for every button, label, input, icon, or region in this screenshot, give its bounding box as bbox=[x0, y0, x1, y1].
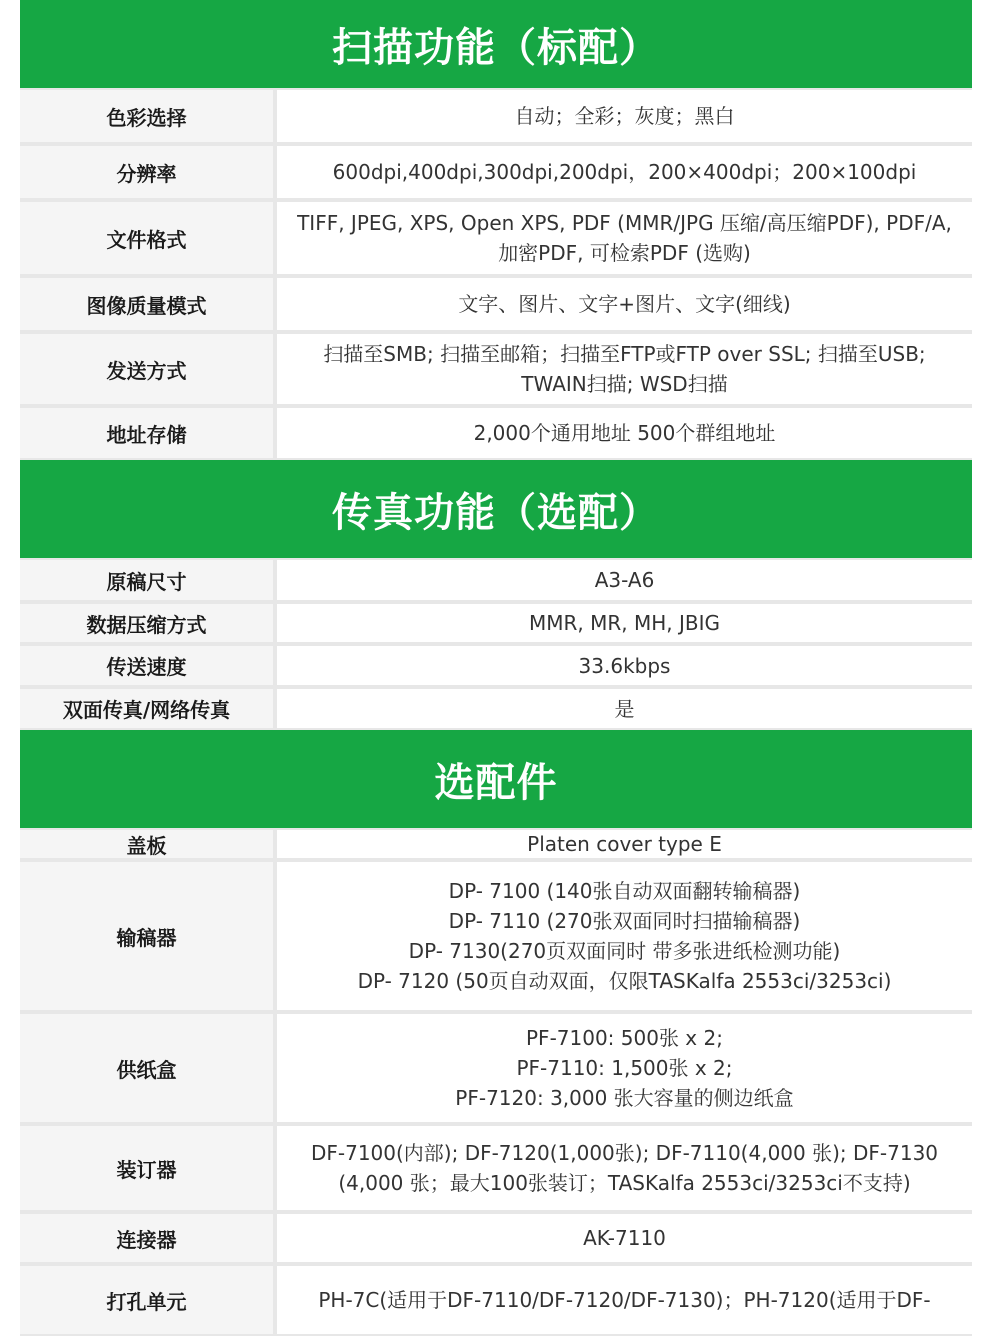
spec-label: 盖板 bbox=[20, 830, 273, 858]
spec-value: MMR, MR, MH, JBIG bbox=[277, 604, 972, 642]
table-row bbox=[20, 200, 972, 276]
table-row bbox=[20, 687, 972, 730]
spec-label: 传送速度 bbox=[20, 646, 273, 685]
spec-value: 33.6kbps bbox=[277, 646, 972, 685]
spec-sheet bbox=[20, 0, 972, 1336]
spec-value: TIFF, JPEG, XPS, Open XPS, PDF (MMR/JPG 压缩/高压缩PDF), PDF/A, 加密PDF, 可检索PDF (选购) bbox=[277, 202, 972, 274]
spec-label: 图像质量模式 bbox=[20, 278, 273, 330]
scan-section-header: 扫描功能（标配） bbox=[20, 0, 972, 88]
table-row bbox=[20, 406, 972, 460]
spec-value: 文字、图片、文字+图片、文字(细线) bbox=[277, 278, 972, 330]
spec-label: 打孔单元 bbox=[20, 1266, 273, 1334]
spec-label: 供纸盒 bbox=[20, 1014, 273, 1122]
spec-label: 地址存储 bbox=[20, 408, 273, 458]
table-row bbox=[20, 276, 972, 332]
options-section-header: 选配件 bbox=[20, 730, 972, 828]
table-row bbox=[20, 1124, 972, 1212]
spec-value: 自动；全彩；灰度；黑白 bbox=[277, 90, 972, 142]
spec-label: 输稿器 bbox=[20, 862, 273, 1010]
spec-value: 2,000个通用地址 500个群组地址 bbox=[277, 408, 972, 458]
spec-value: 600dpi,400dpi,300dpi,200dpi，200×400dpi；200×100dpi bbox=[277, 146, 972, 198]
spec-label: 文件格式 bbox=[20, 202, 273, 274]
spec-label: 分辨率 bbox=[20, 146, 273, 198]
spec-value: DF-7100(内部); DF-7120(1,000张); DF-7110(4,000 张); DF-7130 (4,000 张；最大100张装订；TASKalfa 2553ci/3253ci不支持) bbox=[277, 1126, 972, 1210]
table-row bbox=[20, 144, 972, 200]
spec-label: 发送方式 bbox=[20, 334, 273, 404]
table-row bbox=[20, 558, 972, 602]
spec-value: 扫描至SMB; 扫描至邮箱；扫描至FTP或FTP over SSL; 扫描至USB; TWAIN扫描; WSD扫描 bbox=[277, 334, 972, 404]
table-row bbox=[20, 1264, 972, 1336]
table-row bbox=[20, 602, 972, 644]
table-row bbox=[20, 828, 972, 860]
spec-value: PF-7100: 500张 x 2; PF-7110: 1,500张 x 2; PF-7120: 3,000 张大容量的侧边纸盒 bbox=[277, 1014, 972, 1122]
spec-label: 连接器 bbox=[20, 1214, 273, 1262]
spec-label: 原稿尺寸 bbox=[20, 560, 273, 600]
spec-label: 数据压缩方式 bbox=[20, 604, 273, 642]
spec-label: 装订器 bbox=[20, 1126, 273, 1210]
table-row bbox=[20, 1012, 972, 1124]
table-row bbox=[20, 860, 972, 1012]
spec-value: PH-7C(适用于DF-7110/DF-7120/DF-7130)；PH-7120(适用于DF- bbox=[277, 1266, 972, 1334]
table-row bbox=[20, 88, 972, 144]
spec-value: AK-7110 bbox=[277, 1214, 972, 1262]
spec-value: DP- 7100 (140张自动双面翻转输稿器) DP- 7110 (270张双面同时扫描输稿器) DP- 7130(270页双面同时 带多张进纸检测功能) DP- 7120 (50页自动双面，仅限TASKalfa 2553ci/3253ci) bbox=[277, 862, 972, 1010]
table-row bbox=[20, 644, 972, 687]
table-row bbox=[20, 1212, 972, 1264]
table-row bbox=[20, 332, 972, 406]
spec-value: Platen cover type E bbox=[277, 830, 972, 858]
spec-label: 色彩选择 bbox=[20, 90, 273, 142]
spec-label: 双面传真/网络传真 bbox=[20, 689, 273, 728]
fax-section-header: 传真功能（选配） bbox=[20, 460, 972, 558]
spec-value: A3-A6 bbox=[277, 560, 972, 600]
spec-value: 是 bbox=[277, 689, 972, 728]
